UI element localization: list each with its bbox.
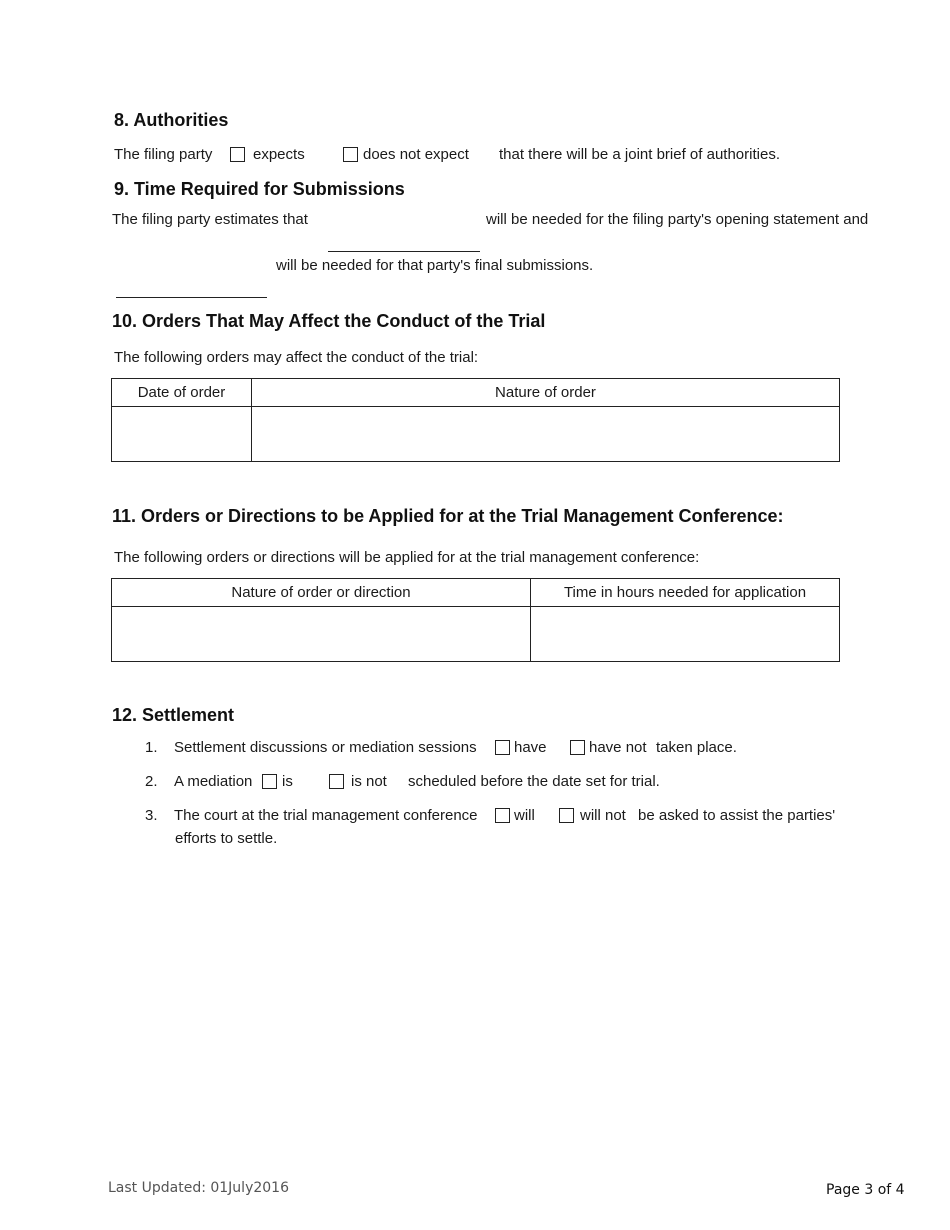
have-label: have: [514, 739, 547, 756]
section-12-heading: 12. Settlement: [112, 705, 235, 725]
does-not-expect-checkbox[interactable]: [343, 147, 358, 162]
section-8-prefix: The filing party: [114, 146, 213, 163]
will-checkbox[interactable]: [495, 808, 510, 823]
orders-col-date: Date of order: [112, 379, 252, 407]
table-row: [112, 407, 840, 462]
will-not-checkbox[interactable]: [559, 808, 574, 823]
section-10-intro: The following orders may affect the conduct of the trial:: [114, 349, 479, 366]
is-checkbox[interactable]: [262, 774, 277, 789]
orders-col-nature: Nature of order: [252, 379, 840, 407]
expects-label: expects: [253, 146, 305, 163]
section-11-intro: The following orders or directions will be applied for at the trial management conference:: [114, 549, 700, 566]
will-label: will: [514, 807, 535, 824]
nature-of-direction-cell[interactable]: [112, 607, 531, 662]
section-9-line1-prefix: The filing party estimates that: [112, 211, 308, 228]
directions-table: [111, 578, 840, 662]
nature-of-order-cell[interactable]: [252, 407, 840, 462]
settlement-item-3-prefix: The court at the trial management conference: [174, 807, 478, 824]
opening-statement-time-field[interactable]: [328, 251, 480, 252]
will-not-label: will not: [580, 807, 626, 824]
section-9-line1-suffix: will be needed for the filing party's opening statement and: [486, 211, 869, 228]
time-needed-cell[interactable]: [531, 607, 840, 662]
last-updated: Last Updated: 01July2016: [108, 1180, 289, 1196]
settlement-item-3-suffix: be asked to assist the parties': [638, 807, 836, 824]
settlement-item-1-number: 1.: [145, 739, 158, 756]
settlement-item-1-prefix: Settlement discussions or mediation sessions: [174, 739, 477, 756]
directions-col-time: Time in hours needed for application: [531, 579, 840, 607]
settlement-item-2-suffix: scheduled before the date set for trial.: [408, 773, 660, 790]
have-checkbox[interactable]: [495, 740, 510, 755]
is-label: is: [282, 773, 293, 790]
settlement-item-3-number: 3.: [145, 807, 158, 824]
section-10-heading: 10. Orders That May Affect the Conduct of the Trial: [112, 311, 546, 331]
have-not-label: have not: [589, 739, 647, 756]
section-9-heading: 9. Time Required for Submissions: [114, 179, 405, 199]
settlement-item-2-number: 2.: [145, 773, 158, 790]
settlement-item-2-prefix: A mediation: [174, 773, 253, 790]
final-submissions-time-field[interactable]: [116, 297, 267, 298]
directions-col-nature: Nature of order or direction: [112, 579, 531, 607]
does-not-expect-label: does not expect: [363, 146, 469, 163]
date-of-order-cell[interactable]: [112, 407, 252, 462]
section-11-heading: 11. Orders or Directions to be Applied for at the Trial Management Conference:: [112, 506, 784, 526]
settlement-item-1-suffix: taken place.: [656, 739, 737, 756]
page-number: Page 3 of 4: [826, 1182, 905, 1198]
section-8-suffix: that there will be a joint brief of authorities.: [499, 146, 780, 163]
orders-table: [111, 378, 840, 462]
section-9-line2-suffix: will be needed for that party's final submissions.: [276, 257, 594, 274]
is-not-checkbox[interactable]: [329, 774, 344, 789]
have-not-checkbox[interactable]: [570, 740, 585, 755]
settlement-item-3-continuation: efforts to settle.: [175, 830, 278, 847]
section-8-heading: 8. Authorities: [114, 110, 229, 130]
expects-checkbox[interactable]: [230, 147, 245, 162]
table-row: [112, 607, 840, 662]
is-not-label: is not: [351, 773, 387, 790]
